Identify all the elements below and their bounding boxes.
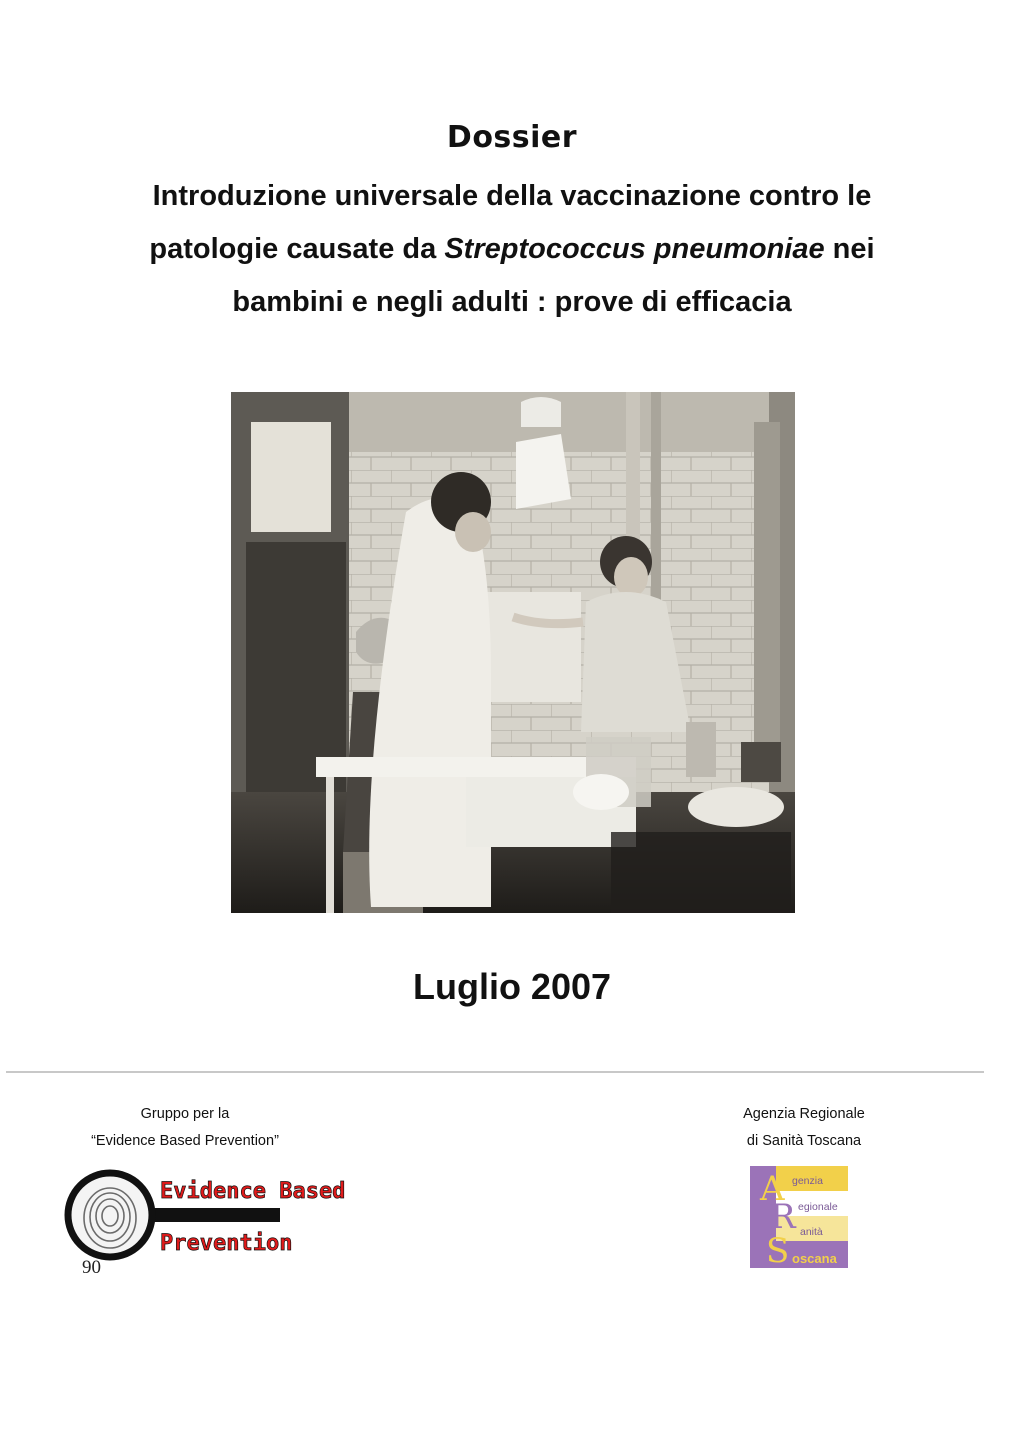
- ebp-logo-line-2: Prevention: [160, 1231, 293, 1256]
- magnifier-handle: [144, 1208, 280, 1222]
- footer-left-line-1: Gruppo per la: [140, 1106, 230, 1122]
- title-species-name: Streptococcus pneumoniae: [444, 233, 825, 265]
- ebp-logo-line-1: Evidence Based: [160, 1179, 346, 1204]
- publication-date: Luglio 2007: [412, 966, 612, 1007]
- title-line-3: bambini e negli adulti : prove di efficacia: [232, 286, 792, 318]
- title-line-2-end: nei: [824, 233, 875, 265]
- ars-letter-r: R: [770, 1197, 796, 1237]
- footer-divider: [6, 1071, 984, 1073]
- title-line-2: [100, 223, 924, 276]
- evidence-based-prevention-logo: [64, 1168, 346, 1264]
- vintage-clinic-photo: [231, 392, 795, 913]
- title-line-1: Introduzione universale della vaccinazione contro le: [152, 180, 872, 212]
- ars-word-anita: anità: [800, 1226, 823, 1238]
- ars-word-egionale: egionale: [798, 1201, 838, 1213]
- document-label: Dossier: [446, 120, 578, 155]
- footer-right-line-1: Agenzia Regionale: [743, 1106, 865, 1122]
- page-number: 90: [82, 1257, 101, 1278]
- footer-right-caption: [700, 1101, 908, 1155]
- ars-toscana-logo: [750, 1166, 848, 1271]
- footer-right-line-2: di Sanità Toscana: [746, 1133, 862, 1149]
- footer-left-caption: [60, 1101, 310, 1155]
- ars-letter-s: S: [766, 1231, 790, 1271]
- footer-left-line-2: “Evidence Based Prevention”: [91, 1133, 279, 1149]
- magnifier-fingerprint-icon: [68, 1173, 152, 1257]
- ars-word-genzia: genzia: [792, 1175, 823, 1187]
- title-line-2-start: patologie causate da: [149, 233, 445, 265]
- ars-letter-a: A: [760, 1169, 785, 1209]
- document-title: [100, 170, 924, 329]
- ars-word-oscana: oscana: [792, 1251, 837, 1266]
